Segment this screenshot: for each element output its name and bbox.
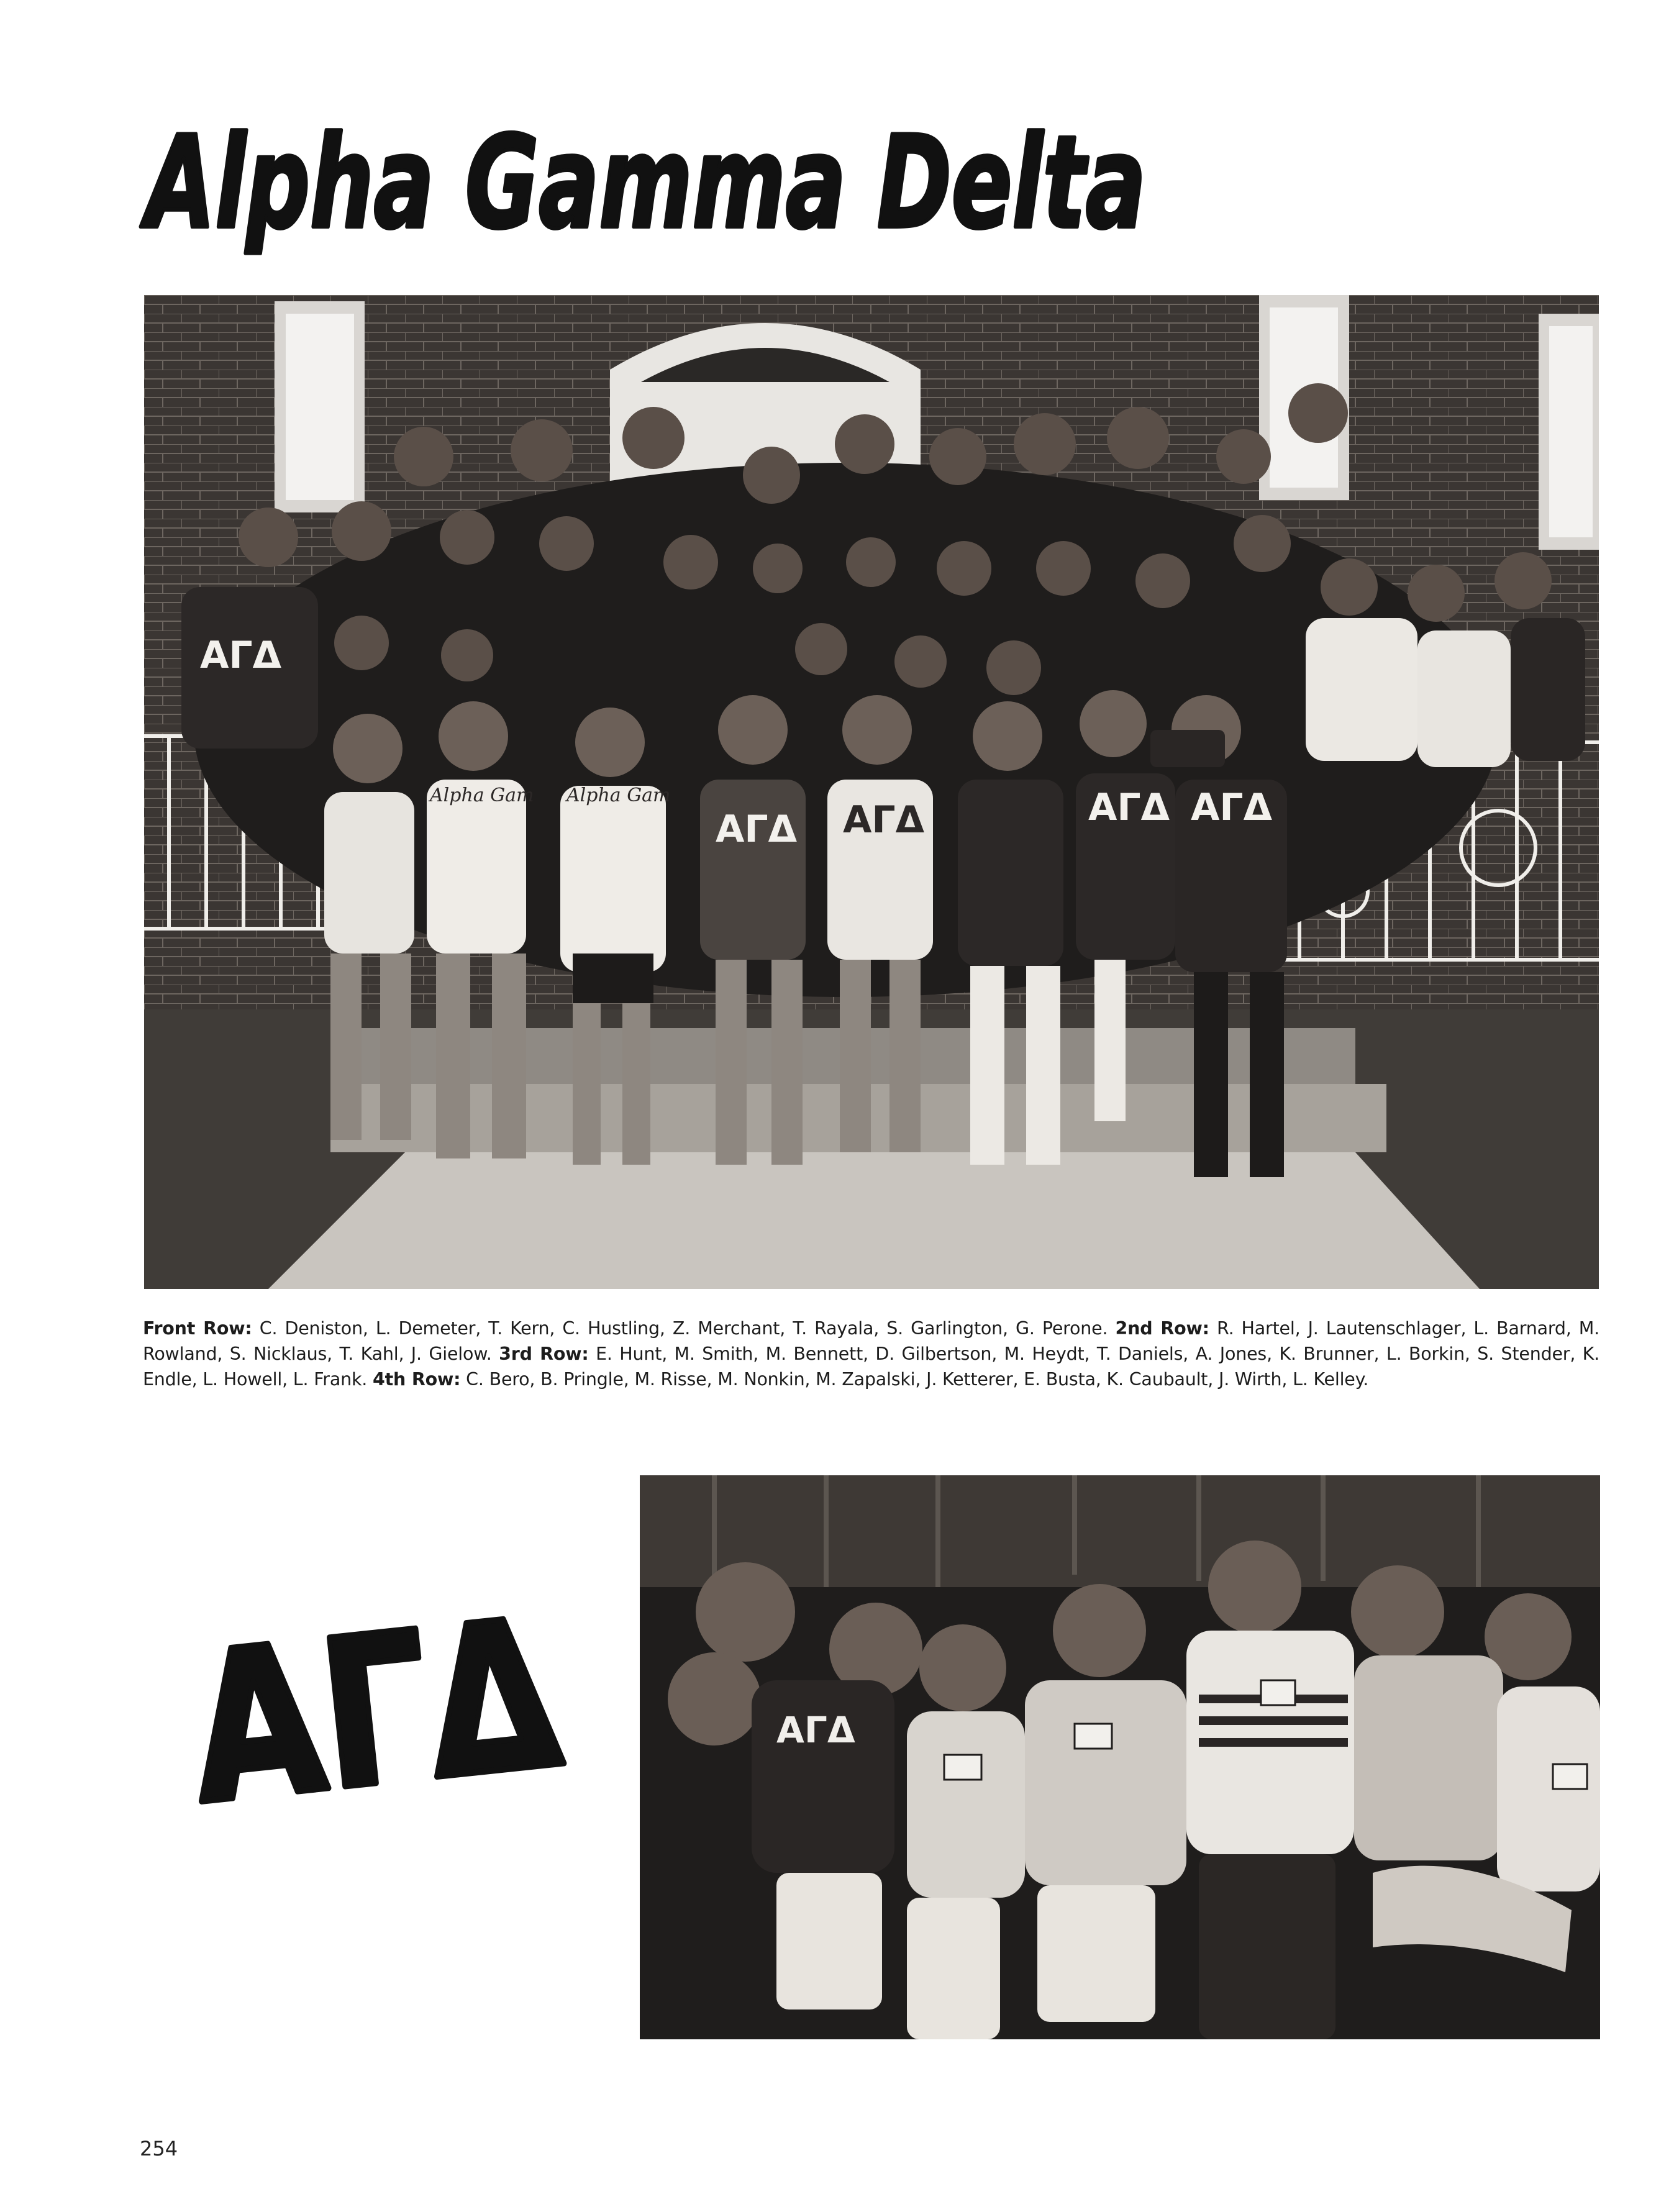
page-title-text: Alpha Gamma Delta — [140, 109, 1146, 257]
candid-photo-image — [640, 1475, 1600, 2039]
caption-row-names: C. Bero, B. Pringle, M. Risse, M. Nonkin, M. Zapalski, J. Ketterer, E. Busta, K. Caubault, J. Wirth, L. Kelley. — [466, 1369, 1369, 1390]
page-number: 254 — [140, 2137, 178, 2160]
group-photo-caption — [143, 1316, 1599, 1392]
shirt-text: Alpha Gam — [430, 785, 534, 806]
greek-letters-text: ΑΓΔ — [180, 1565, 652, 1850]
caption-row-label: 2nd Row: — [1115, 1318, 1209, 1339]
sweater-letters: ΑΓΔ — [843, 798, 925, 842]
caption-row-label: 3rd Row: — [499, 1344, 589, 1364]
group-photo-image — [144, 295, 1599, 1289]
greek-letters-mark — [177, 1547, 652, 1850]
caption-row-names: E. Hunt, M. Smith, M. Bennett, D. Gilbertson, M. Heydt, T. Daniels, A. Jones, K. Brunner, L. Borkin, S. Stender, K. Endle, L. Howell, L. Frank. — [143, 1344, 1600, 1390]
candid-photo — [640, 1475, 1600, 2039]
sweater-letters: ΑΓΔ — [776, 1709, 855, 1751]
page-title — [140, 93, 1158, 273]
sweater-letters: ΑΓΔ — [1088, 786, 1170, 829]
sweater-letters: ΑΓΔ — [200, 634, 282, 677]
caption-row-label: Front Row: — [143, 1318, 252, 1339]
sweater-letters: ΑΓΔ — [716, 808, 798, 851]
group-photo — [144, 295, 1599, 1289]
sweater-letters: ΑΓΔ — [1191, 786, 1273, 829]
caption-row-names: R. Hartel, J. Lautenschlager, L. Barnard, M. Rowland, S. Nicklaus, T. Kahl, J. Gielow. — [143, 1318, 1599, 1364]
caption-row-label: 4th Row: — [372, 1369, 461, 1390]
caption-row-names: C. Deniston, L. Demeter, T. Kern, C. Hustling, Z. Merchant, T. Rayala, S. Garlington, G. Perone. — [259, 1318, 1108, 1339]
shirt-text: Alpha Gam — [566, 785, 671, 806]
